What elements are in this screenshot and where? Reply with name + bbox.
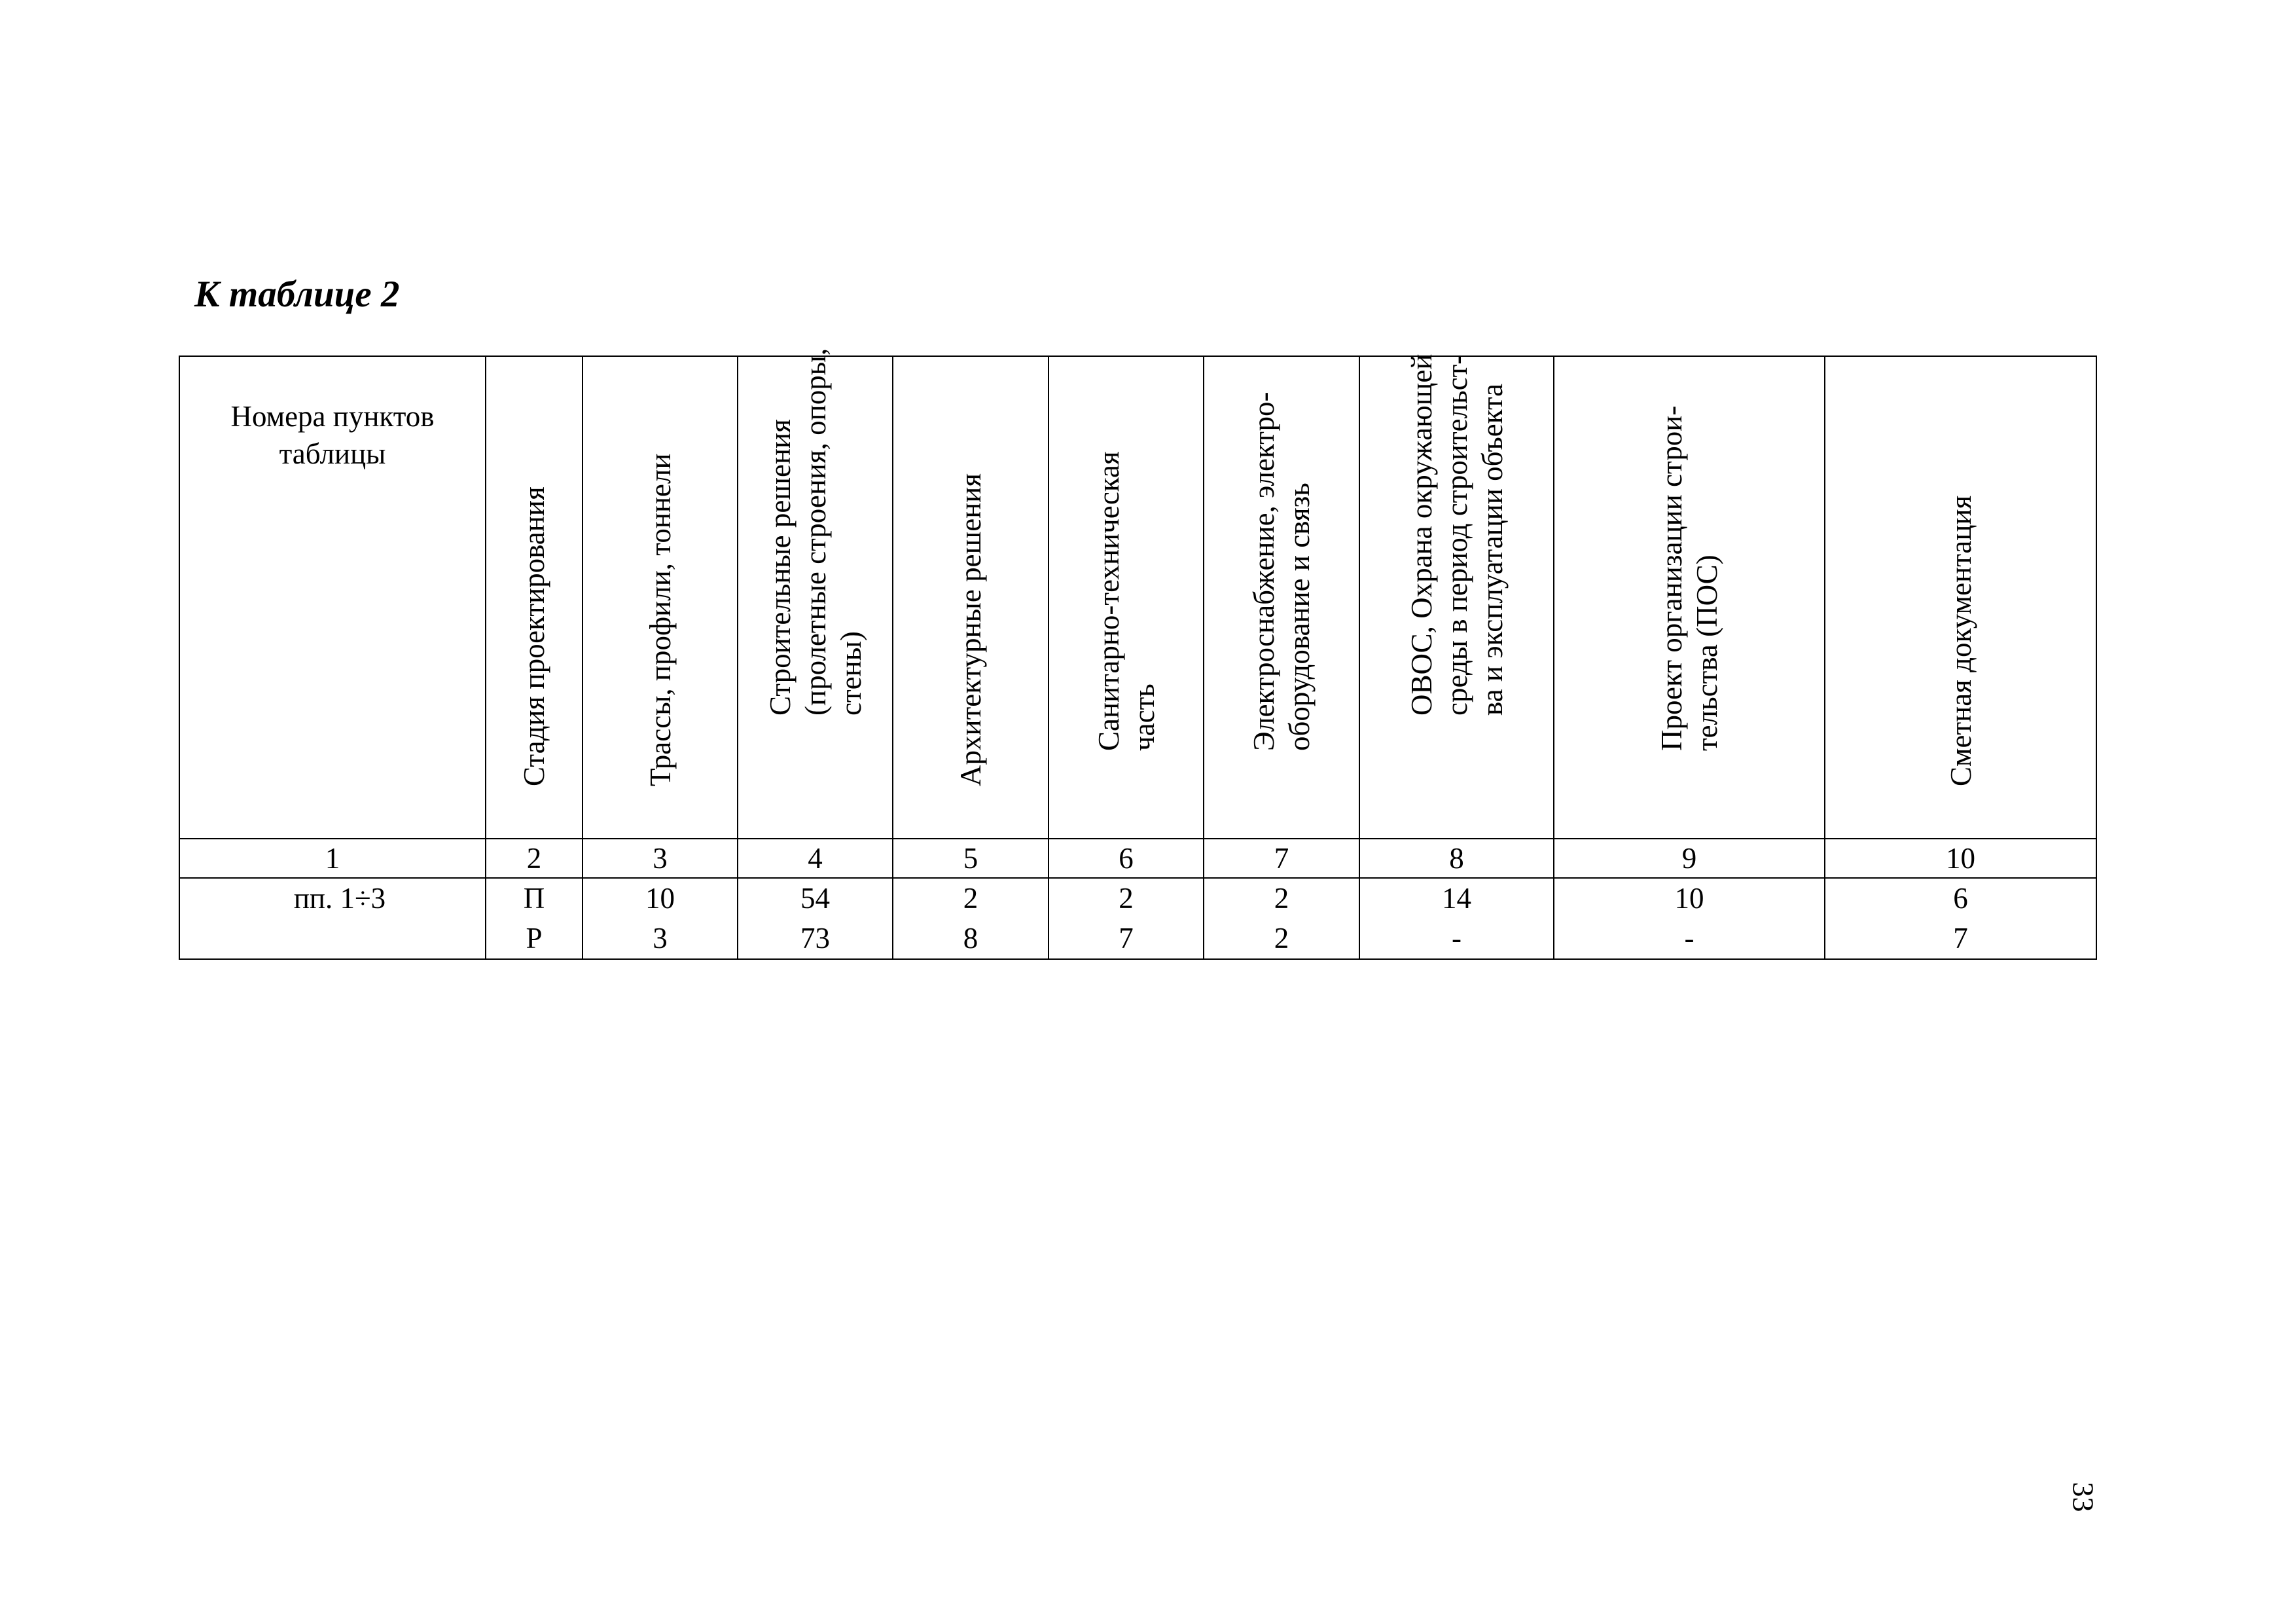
header-cell-electrical [1204,356,1359,839]
column-number: 5 [893,839,1049,878]
header-line: таблицы [279,437,386,470]
column-number: 2 [486,839,583,878]
column-number: 9 [1554,839,1825,878]
value: 2 [1119,882,1134,915]
header-line: Санитарно-техническая [1092,451,1125,751]
value: 2 [1274,922,1289,955]
column-number: 6 [1049,839,1204,878]
header-line: часть [1127,684,1160,751]
header-line: тельства (ПОС) [1691,555,1723,751]
header-line: (пролетные строения, опоры, [798,348,832,716]
header-line: Архитектурные решения [954,473,987,786]
header-line: Электроснабжение, электро- [1247,392,1280,751]
page-number: 33 [2066,1482,2100,1512]
data-table [179,348,2097,960]
column-number: 4 [738,839,893,878]
value-cell [1825,878,2096,959]
value-cell [1554,878,1825,959]
header-cell-construction-organization [1554,356,1825,839]
header-line: стены) [834,631,867,716]
value: - [1452,922,1462,955]
row-label-text: пп. 1÷3 [293,882,386,915]
value: 73 [800,922,830,955]
value: - [1684,922,1695,955]
value-cell [583,878,738,959]
value-cell [1049,878,1204,959]
column-number: 3 [583,839,738,878]
header-line: ОВОС, Охрана окружающей [1405,354,1438,716]
value: 10 [1674,882,1704,915]
value: 2 [963,882,978,915]
value: 2 [1274,882,1289,915]
header-cell-routes [583,356,738,839]
value-cell [893,878,1049,959]
header-cell-construction [738,348,893,839]
header-line: Проект организации строи- [1655,405,1688,751]
value-cell [738,878,893,959]
value: 7 [1119,922,1134,955]
table-heading: К таблице 2 [194,274,400,315]
header-line: ва и эксплуатации объекта [1475,383,1509,716]
value: 7 [1953,922,1968,955]
row-label [179,878,486,959]
header-cell-sanitary [1049,356,1204,839]
column-number: 8 [1359,839,1554,878]
column-number: 7 [1204,839,1359,878]
header-line: Трассы, профили, тоннели [643,453,677,786]
value: 8 [963,922,978,955]
column-number: 1 [179,839,486,878]
header-cell-item-numbers [179,356,486,839]
header-cell-environment [1359,356,1554,839]
table-row [179,878,2096,959]
header-cell-estimates [1825,356,2096,839]
header-line: Стадия проектирования [518,486,550,786]
column-number: 10 [1825,839,2096,878]
header-cell-design-stage [486,356,583,839]
header-line: среды в период строительст- [1440,354,1473,716]
value: 10 [645,882,675,915]
header-row [179,356,2096,839]
value: 14 [1442,882,1471,915]
value-cell [1359,878,1554,959]
value: 3 [653,922,668,955]
header-line: Номера пунктов [230,400,435,433]
stage-value: П [523,882,545,915]
header-cell-architecture [893,356,1049,839]
stage-value: Р [526,922,543,955]
column-number-row [179,839,2096,878]
header-line: оборудование и связь [1283,483,1316,751]
header-line: Сметная документация [1944,495,1977,786]
stage-cell [486,878,583,959]
header-line: Строительные решения [763,419,797,716]
value: 6 [1953,882,1968,915]
value: 54 [800,882,830,915]
value-cell [1204,878,1359,959]
